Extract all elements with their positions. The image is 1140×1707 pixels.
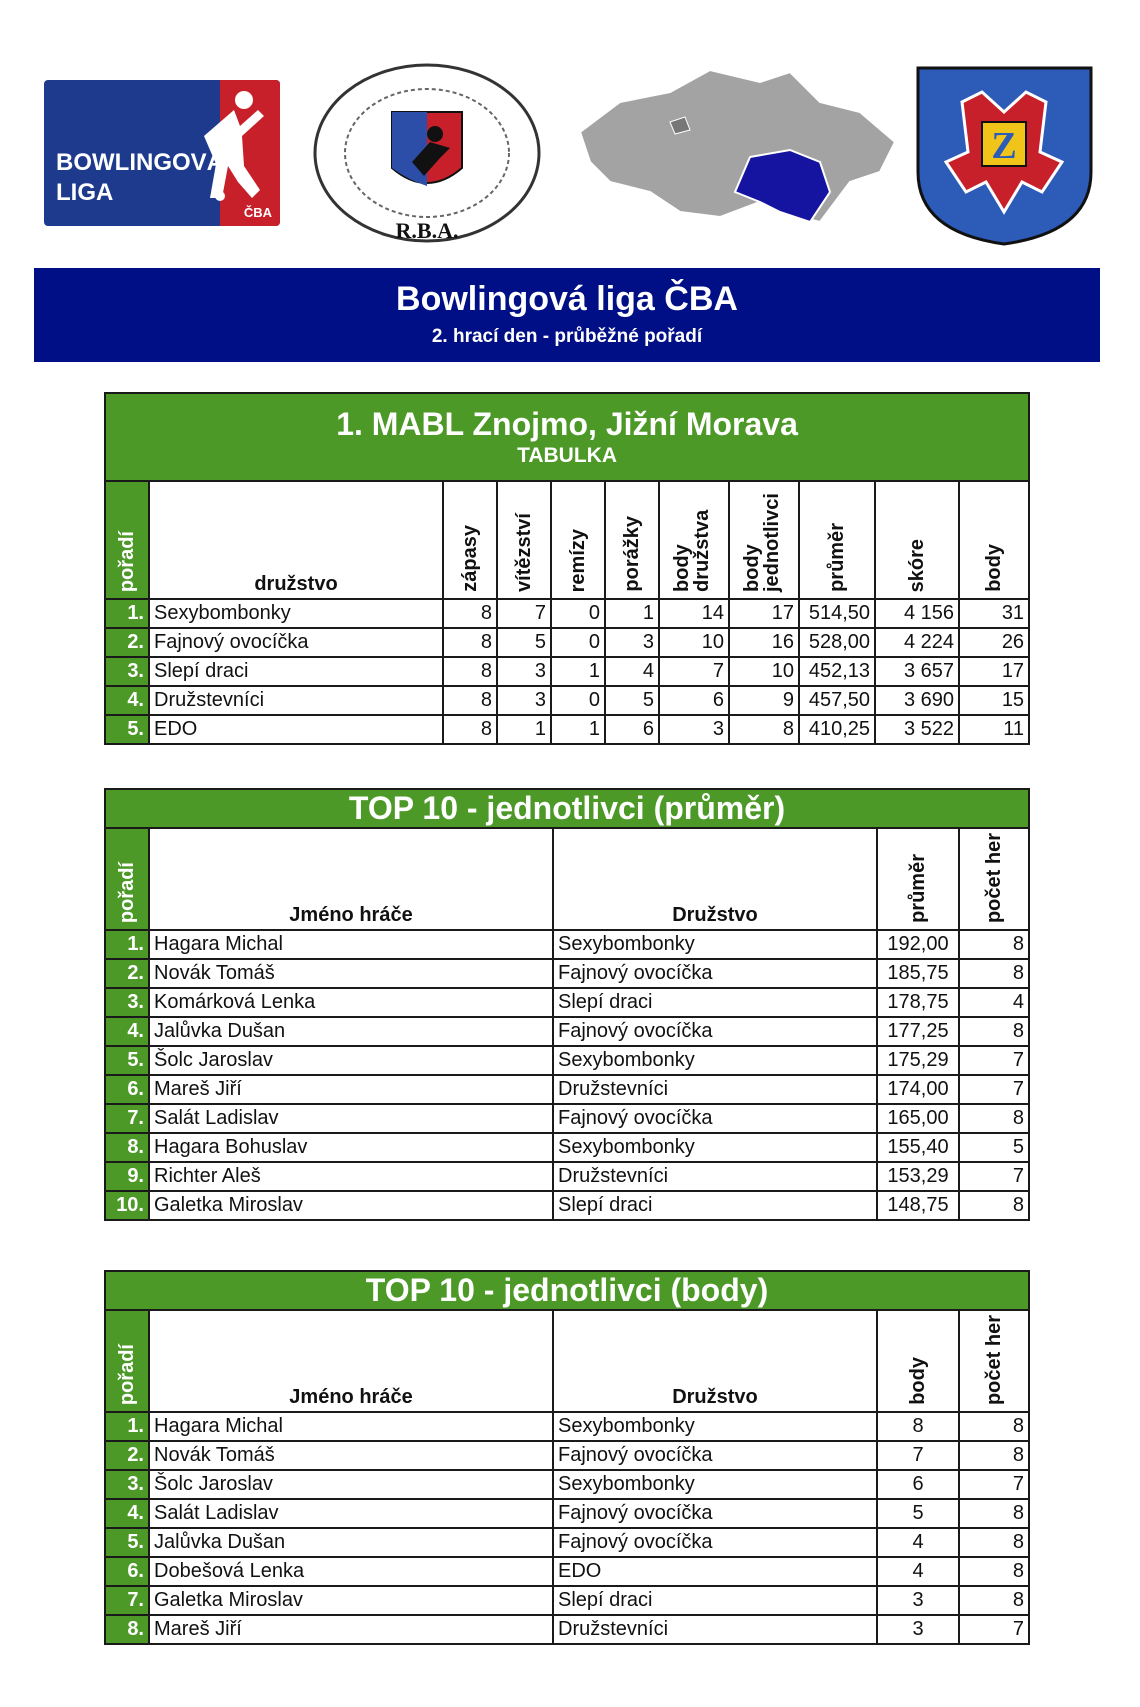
table-cell: 8 [443,628,497,657]
table-cell: 0 [551,628,605,657]
table-cell: 10 [659,628,729,657]
table-cell: Hagara Bohuslav [149,1133,553,1162]
table-cell: Družstevníci [553,1162,877,1191]
header-poradi: pořadí [116,530,138,592]
table-cell: 8 [959,1557,1029,1586]
znojmo-crest-icon [912,62,1097,248]
table-row [105,1615,1029,1644]
table-cell: 15 [959,686,1029,715]
table-cell: Fajnový ovocíčka [553,1441,877,1470]
rank-cell: 10. [105,1191,149,1220]
table-cell: 7 [959,1075,1029,1104]
table-cell: Fajnový ovocíčka [553,1104,877,1133]
table-row [105,657,1029,686]
table-cell: Fajnový ovocíčka [149,628,443,657]
table-cell: 155,40 [877,1133,959,1162]
table-cell: Fajnový ovocíčka [553,1528,877,1557]
table-cell: Slepí draci [149,657,443,686]
table-cell: 8 [959,1412,1029,1441]
table-cell: 457,50 [799,686,875,715]
table-cell: Richter Aleš [149,1162,553,1191]
table-cell: 3 [497,686,551,715]
table-cell: 5 [959,1133,1029,1162]
table-cell: 7 [959,1046,1029,1075]
table-row [105,715,1029,744]
table-cell: 10 [729,657,799,686]
table-cell: 8 [959,1499,1029,1528]
table-cell: 4 156 [875,599,959,628]
header-body: body [983,544,1006,592]
table-cell: 178,75 [877,988,959,1017]
header-zapasy: zápasy [459,525,481,592]
header-body: body [907,1357,929,1406]
table-row [105,1133,1029,1162]
table-cell: 1 [551,657,605,686]
table-cell: 8 [959,959,1029,988]
table-cell: Sexybombonky [553,930,877,959]
table-cell: Mareš Jiří [149,1075,553,1104]
table-cell: 8 [959,930,1029,959]
table-cell: 31 [959,599,1029,628]
table-cell: Hagara Michal [149,1412,553,1441]
table-cell: Galetka Miroslav [149,1586,553,1615]
rank-cell: 4. [105,1499,149,1528]
table-cell: 6 [605,715,659,744]
rank-cell: 6. [105,1557,149,1586]
header-body-druzstva: body družstva [671,509,713,592]
table-cell: 7 [659,657,729,686]
table-cell: 26 [959,628,1029,657]
table-cell: Novák Tomáš [149,1441,553,1470]
header-jmeno-hrace: Jméno hráče [289,1386,413,1409]
table-row [105,988,1029,1017]
table-cell: 177,25 [877,1017,959,1046]
rank-cell: 2. [105,959,149,988]
header-skore: skóre [906,538,928,592]
table-row [105,930,1029,959]
header-poradi: pořadí [116,861,138,924]
table-cell: 3 [497,657,551,686]
table-cell: 5 [605,686,659,715]
table-cell: Salát Ladislav [149,1499,553,1528]
table-cell: 3 522 [875,715,959,744]
table-row [105,1075,1029,1104]
table-cell: Komárková Lenka [149,988,553,1017]
top-points-header-row [105,1310,1029,1412]
table-cell: Dobešová Lenka [149,1557,553,1586]
table-cell: 8 [443,715,497,744]
table-cell: Sexybombonky [553,1133,877,1162]
table-cell: 5 [497,628,551,657]
table-cell: 4 [877,1528,959,1557]
table-cell: 1 [605,599,659,628]
table-cell: 7 [959,1162,1029,1191]
table-cell: EDO [149,715,443,744]
rank-cell: 5. [105,1528,149,1557]
header-vitezstvi: vítězství [513,513,535,592]
rank-cell: 1. [105,1412,149,1441]
table-row [105,1499,1029,1528]
table-cell: 8 [443,686,497,715]
table-cell: 7 [497,599,551,628]
header-remizy: remízy [567,528,589,592]
header-prumer: průměr [907,854,929,924]
table-cell: Družstevníci [553,1075,877,1104]
table-cell: 11 [959,715,1029,744]
table-row [105,1412,1029,1441]
table-cell: Sexybombonky [553,1046,877,1075]
table-cell: 7 [959,1470,1029,1499]
rank-cell: 5. [105,715,149,744]
page-subtitle: 2. hrací den - průběžné pořadí [431,326,703,347]
table-cell: Fajnový ovocíčka [553,1017,877,1046]
standings-header-row [105,481,1029,599]
table-row [105,1470,1029,1499]
table-cell: 7 [959,1615,1029,1644]
table-cell: 148,75 [877,1191,959,1220]
table-cell: 4 [605,657,659,686]
table-cell: Slepí draci [553,1191,877,1220]
rank-cell: 3. [105,657,149,686]
table-cell: 8 [959,1528,1029,1557]
table-cell: 185,75 [877,959,959,988]
rank-cell: 1. [105,930,149,959]
table-cell: 452,13 [799,657,875,686]
table-cell: 192,00 [877,930,959,959]
header-pocet-her: počet her [983,1315,1005,1406]
table-row [105,628,1029,657]
rank-cell: 3. [105,1470,149,1499]
page-title: Bowlingová liga ČBA [396,280,738,318]
table-cell: 14 [659,599,729,628]
table-cell: 175,29 [877,1046,959,1075]
table-cell: 4 [959,988,1029,1017]
table-cell: 3 [877,1615,959,1644]
table-cell: 8 [443,599,497,628]
table-cell: 5 [877,1499,959,1528]
table-cell: 3 [659,715,729,744]
table-cell: 8 [729,715,799,744]
header-druzstvo: Družstvo [672,1386,758,1409]
table-cell: 9 [729,686,799,715]
logo-row [0,0,1140,270]
table-cell: 6 [877,1470,959,1499]
header-druzstvo: družstvo [254,573,338,595]
table-cell: 17 [959,657,1029,686]
table-cell: Mareš Jiří [149,1615,553,1644]
table-cell: 8 [959,1104,1029,1133]
table-row [105,599,1029,628]
banner [34,268,1100,362]
top-average-header-row [105,828,1029,930]
table-cell: 0 [551,599,605,628]
table-cell: EDO [553,1557,877,1586]
standings-title-cell [105,393,1029,481]
rank-cell: 4. [105,1017,149,1046]
table-cell: 0 [551,686,605,715]
table-cell: Sexybombonky [553,1412,877,1441]
table-cell: Sexybombonky [553,1470,877,1499]
rank-cell: 8. [105,1133,149,1162]
table-cell: 1 [551,715,605,744]
table-cell: Galetka Miroslav [149,1191,553,1220]
header-body-jednotlivci: body jednotlivci [741,493,783,592]
table-cell: 1 [497,715,551,744]
rank-cell: 1. [105,599,149,628]
header-pocet-her: počet her [983,833,1005,924]
table-cell: 3 [877,1586,959,1615]
bowlingova-liga-logo: BOWLINGOVÁ LIGA ČBA [44,80,280,226]
table-row [105,1046,1029,1075]
table-cell: 7 [877,1441,959,1470]
standings-table [104,392,1030,745]
table-row [105,1162,1029,1191]
rank-cell: 6. [105,1075,149,1104]
table-row [105,1557,1029,1586]
svg-text:Z: Z [991,125,1017,167]
table-cell: Salát Ladislav [149,1104,553,1133]
standings-subtitle: TABULKA [517,444,617,467]
rank-cell: 5. [105,1046,149,1075]
top-points-title: TOP 10 - jednotlivci (body) [105,1271,1029,1310]
table-cell: 153,29 [877,1162,959,1191]
table-row [105,1528,1029,1557]
table-row [105,1191,1029,1220]
table-cell: Družstevníci [553,1615,877,1644]
table-row [105,686,1029,715]
table-cell: 3 [605,628,659,657]
rank-cell: 2. [105,1441,149,1470]
top-points-table [104,1270,1030,1645]
svg-text:R.B.A.: R.B.A. [395,218,459,243]
table-cell: 4 [877,1557,959,1586]
table-cell: 17 [729,599,799,628]
czech-map-icon [560,62,905,242]
table-cell: 8 [959,1586,1029,1615]
table-cell: Slepí draci [553,1586,877,1615]
table-cell: 8 [443,657,497,686]
table-cell: Šolc Jaroslav [149,1046,553,1075]
rank-cell: 3. [105,988,149,1017]
table-cell: 410,25 [799,715,875,744]
table-row [105,1017,1029,1046]
standings-title: 1. MABL Znojmo, Jižní Morava [336,406,798,442]
table-cell: 8 [877,1412,959,1441]
table-cell: 528,00 [799,628,875,657]
header-druzstvo: Družstvo [672,904,758,927]
table-cell: Šolc Jaroslav [149,1470,553,1499]
table-cell: 6 [659,686,729,715]
table-cell: 165,00 [877,1104,959,1133]
table-cell: 3 690 [875,686,959,715]
table-row [105,959,1029,988]
rank-cell: 7. [105,1104,149,1133]
rank-cell: 7. [105,1586,149,1615]
table-cell: Fajnový ovocíčka [553,1499,877,1528]
header-poradi: pořadí [116,1343,138,1406]
table-cell: Fajnový ovocíčka [553,959,877,988]
table-row [105,1441,1029,1470]
table-cell: 8 [959,1191,1029,1220]
table-cell: Jalůvka Dušan [149,1528,553,1557]
table-row [105,1586,1029,1615]
header-prumer: průměr [826,523,848,592]
table-cell: Sexybombonky [149,599,443,628]
rank-cell: 2. [105,628,149,657]
table-row [105,1104,1029,1133]
top-average-title: TOP 10 - jednotlivci (průměr) [105,789,1029,828]
table-cell: 174,00 [877,1075,959,1104]
rba-logo [300,58,555,248]
table-cell: 8 [959,1441,1029,1470]
rank-cell: 8. [105,1615,149,1644]
top-average-table [104,788,1030,1221]
table-cell: Novák Tomáš [149,959,553,988]
rank-cell: 9. [105,1162,149,1191]
table-cell: Slepí draci [553,988,877,1017]
rank-cell: 4. [105,686,149,715]
table-cell: 16 [729,628,799,657]
table-cell: 514,50 [799,599,875,628]
table-cell: 3 657 [875,657,959,686]
table-cell: Jalůvka Dušan [149,1017,553,1046]
table-cell: 8 [959,1017,1029,1046]
table-cell: 4 224 [875,628,959,657]
header-porazky: porážky [621,516,643,592]
header-jmeno-hrace: Jméno hráče [289,904,413,927]
table-cell: Družstevníci [149,686,443,715]
table-cell: Hagara Michal [149,930,553,959]
